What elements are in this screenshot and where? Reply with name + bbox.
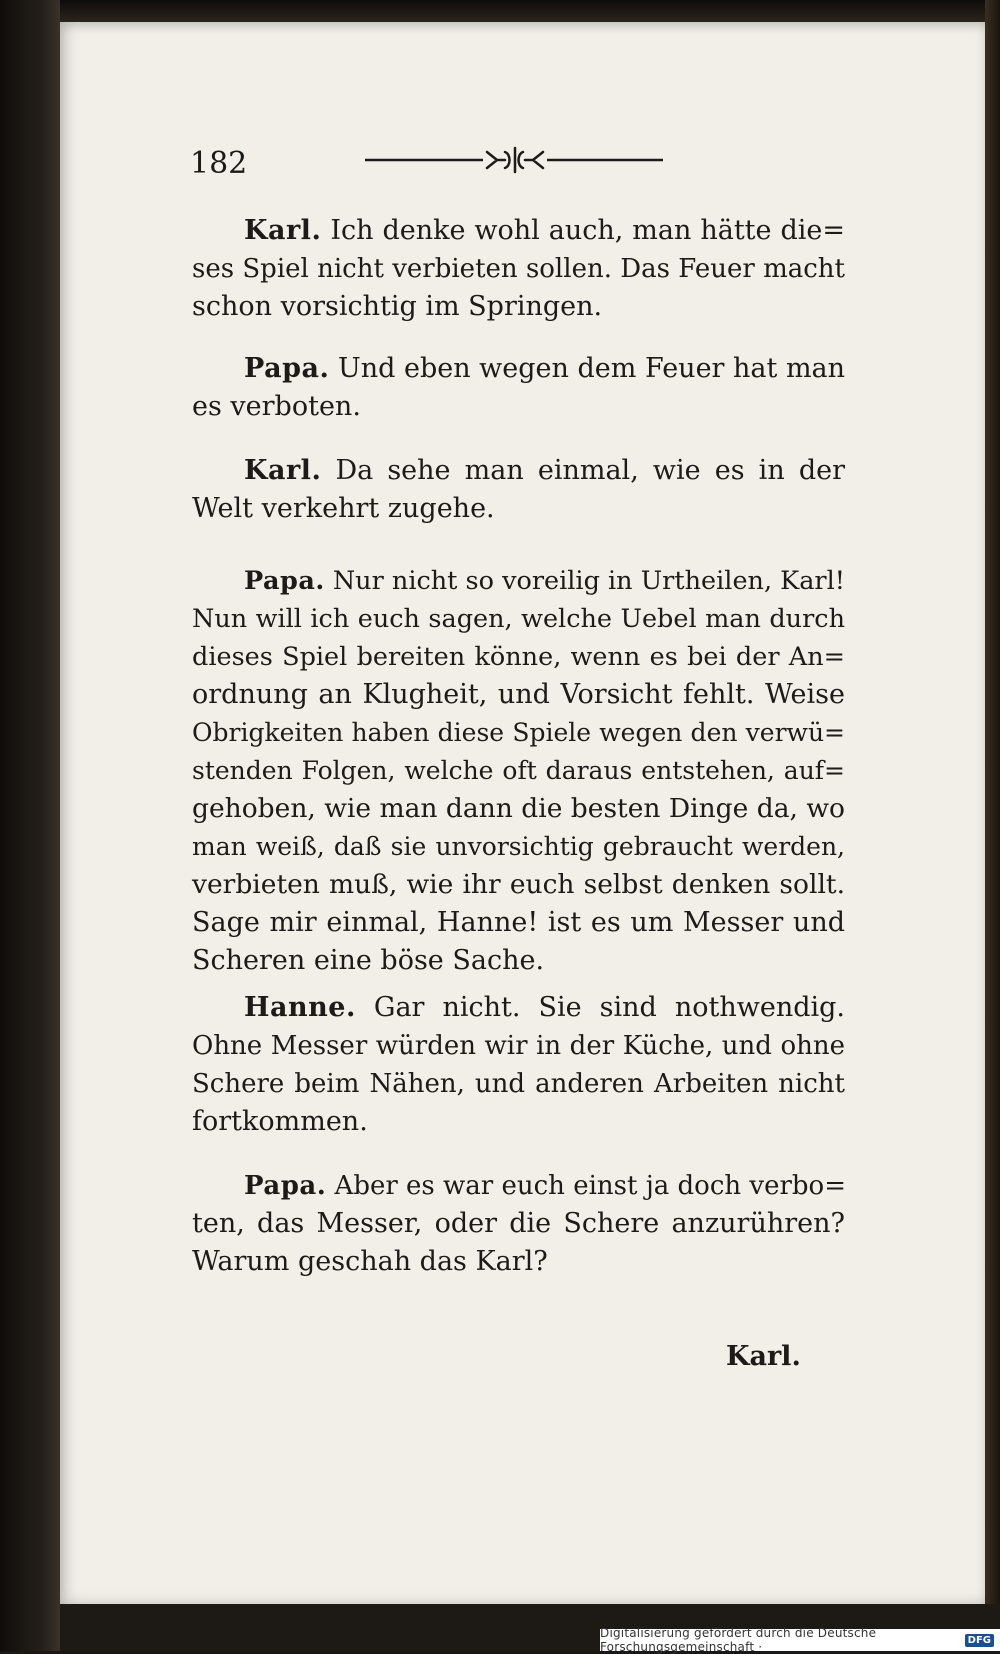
- line-text: Nur nicht so voreilig in Urtheilen, Karl!: [332, 566, 846, 596]
- text-line: [192, 251, 845, 287]
- line-text: Nun will ich euch sagen, welche Uebel man durch: [192, 604, 845, 634]
- line-text: ten, das Messer, oder die Schere anzurühren?: [192, 1208, 845, 1239]
- line-text: stenden Folgen, welche oft daraus entstehen, auf=: [192, 756, 845, 785]
- digitization-footer: [600, 1626, 1000, 1654]
- line-text: Und eben wegen dem Feuer hat man: [337, 353, 846, 384]
- text-line: [244, 990, 845, 1026]
- text-line: [192, 677, 845, 713]
- text-line: [192, 791, 845, 827]
- line-text: Ohne Messer würden wir in der Küche, und ohne: [192, 1031, 845, 1061]
- top-shadow: [60, 0, 1000, 22]
- dfg-logo: DFG: [965, 1634, 994, 1647]
- text-line: [192, 639, 845, 675]
- speaker-name: Papa.: [244, 353, 330, 384]
- text-line: [192, 905, 845, 941]
- line-text: man weiß, daß sie unvorsichtig gebraucht werden,: [192, 832, 845, 861]
- text-line: [244, 453, 845, 489]
- line-text: Obrigkeiten haben diese Spiele wegen den verwü=: [192, 718, 845, 747]
- text-line: [192, 1066, 845, 1102]
- text-line: [192, 389, 845, 425]
- text-line: [192, 1206, 845, 1242]
- line-text: ses Spiel nicht verbieten sollen. Das Feuer macht: [192, 254, 845, 284]
- speaker-name: Hanne.: [244, 992, 356, 1023]
- line-text: Gar nicht. Sie sind nothwendig.: [373, 992, 845, 1023]
- speaker-name: Papa.: [244, 1171, 327, 1201]
- speaker-name: Karl.: [244, 215, 322, 246]
- speaker-name: Karl.: [244, 455, 322, 486]
- line-text: Warum geschah das Karl?: [192, 1246, 548, 1277]
- line-text: Welt verkehrt zugehe.: [192, 493, 495, 524]
- line-text: ordnung an Klugheit, und Vorsicht fehlt. Weise: [192, 679, 845, 710]
- text-line: [244, 563, 845, 599]
- text-line: [192, 753, 845, 789]
- line-text: schon vorsichtig im Springen.: [192, 291, 603, 322]
- text-line: [192, 289, 845, 325]
- line-text: es verboten.: [192, 391, 361, 422]
- text-line: [192, 715, 845, 751]
- line-text: Ich denke wohl auch, man hätte die=: [330, 215, 845, 246]
- text-line: [192, 867, 845, 903]
- line-text: Scheren eine böse Sache.: [192, 945, 545, 976]
- text-line: [192, 943, 845, 979]
- text-line: [244, 351, 845, 387]
- line-text: gehoben, wie man dann die besten Dinge da, wo: [192, 793, 845, 824]
- text-line: [192, 1244, 845, 1280]
- header-ornament-icon: [365, 140, 665, 176]
- text-line: [192, 1104, 845, 1140]
- text-line: [244, 1168, 845, 1204]
- speaker-name: Papa.: [244, 566, 325, 596]
- page-number: 182: [190, 146, 248, 181]
- text-line: [244, 213, 845, 249]
- footer-credit: Digitalisierung gefördert durch die Deutsche Forschungsgemeinschaft ·: [600, 1626, 877, 1654]
- line-text: Da sehe man einmal, wie es in der: [335, 455, 845, 486]
- text-line: [192, 601, 845, 637]
- line-text: Schere beim Nähen, und anderen Arbeiten nicht: [192, 1069, 845, 1099]
- line-text: fortkommen.: [192, 1106, 368, 1137]
- text-line: [192, 1028, 845, 1064]
- book-edge: [985, 0, 1000, 1651]
- line-text: verbieten muß, wie ihr euch selbst denken sollt.: [192, 869, 845, 900]
- text-line: [192, 491, 845, 527]
- catchword: Karl.: [726, 1341, 801, 1372]
- line-text: Aber es war euch einst ja doch verbo=: [334, 1171, 846, 1201]
- line-text: Sage mir einmal, Hanne! ist es um Messer und: [192, 907, 845, 938]
- line-text: dieses Spiel bereiten könne, wenn es bei der An=: [192, 642, 845, 672]
- book-spine-shadow: [0, 0, 60, 1651]
- text-line: [192, 829, 845, 865]
